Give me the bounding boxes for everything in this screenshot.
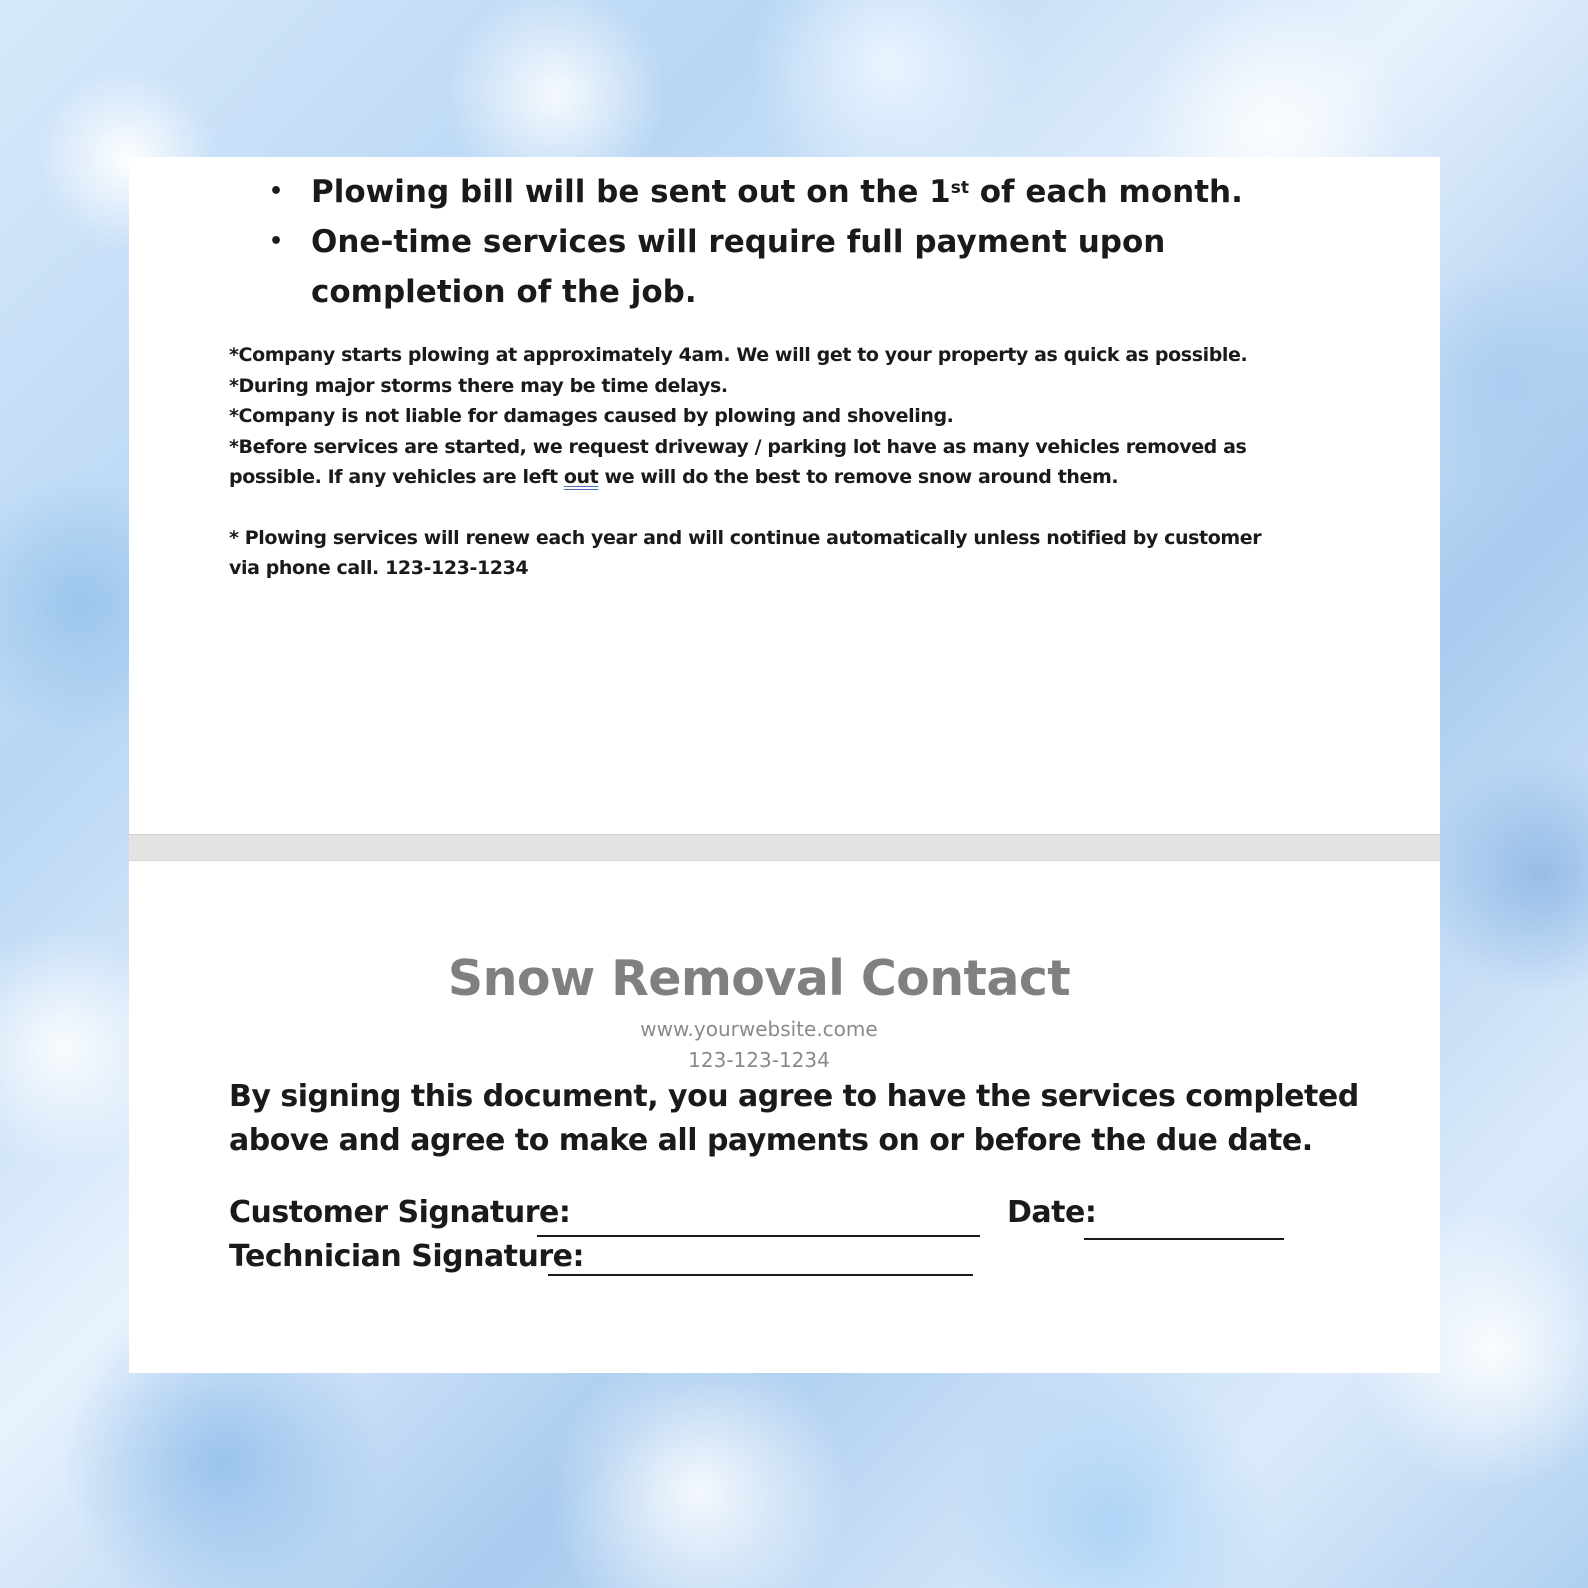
- bullet-text-end: of each month.: [968, 174, 1243, 210]
- bullet-icon: •: [269, 179, 284, 204]
- technician-signature-label: Technician Signature:: [229, 1239, 585, 1274]
- list-item: [269, 167, 1269, 217]
- bullet-icon: •: [269, 229, 284, 254]
- terms-notes: [229, 340, 1329, 584]
- bullet-text: Plowing bill will be sent out on the 1: [311, 174, 951, 210]
- date-label: Date:: [1007, 1195, 1097, 1230]
- note-text: we will do the best to remove snow around them.: [598, 466, 1119, 488]
- note-start-time: *Company starts plowing at approximately 4am. We will get to your property as quick as possible.: [229, 344, 1248, 366]
- customer-signature-line[interactable]: [537, 1235, 980, 1237]
- phone-number: 123-123-1234: [688, 1048, 830, 1072]
- document-page-1: [129, 157, 1440, 834]
- list-item: [269, 217, 1269, 317]
- date-line[interactable]: [1084, 1238, 1284, 1240]
- note-vehicles-continued: [229, 462, 1329, 493]
- note-text: possible. If any vehicles are left: [229, 466, 564, 488]
- website-text: www.yourwebsite.come: [640, 1017, 878, 1041]
- note-renewal: * Plowing services will renew each year and will continue automatically unless notified by customer: [229, 526, 1262, 549]
- ordinal-superscript: st: [950, 178, 969, 198]
- bullet-text-continued: completion of the job.: [311, 274, 697, 310]
- document-page-2: [129, 861, 1440, 1373]
- agreement-line: By signing this document, you agree to have the services completed: [229, 1079, 1359, 1114]
- technician-signature-line[interactable]: [548, 1274, 973, 1276]
- spacer: [229, 493, 1329, 523]
- payment-terms-list: [269, 167, 1269, 317]
- page-title: Snow Removal Contact: [447, 950, 1071, 1007]
- note-renewal-continued: via phone call. 123-123-1234: [229, 557, 529, 579]
- agreement-line: above and agree to make all payments on or before the due date.: [229, 1123, 1313, 1158]
- note-liability: *Company is not liable for damages caused by plowing and shoveling.: [229, 405, 954, 427]
- customer-signature-label: Customer Signature:: [229, 1195, 571, 1230]
- bullet-text: One-time services will require full payment upon: [311, 224, 1166, 260]
- page-separator: [129, 834, 1440, 861]
- note-vehicles: *Before services are started, we request driveway / parking lot have as many vehicles removed as: [229, 435, 1247, 458]
- underlined-word: out: [563, 466, 599, 488]
- note-storm-delays: *During major storms there may be time delays.: [229, 374, 728, 397]
- agreement-statement: [229, 1075, 1359, 1163]
